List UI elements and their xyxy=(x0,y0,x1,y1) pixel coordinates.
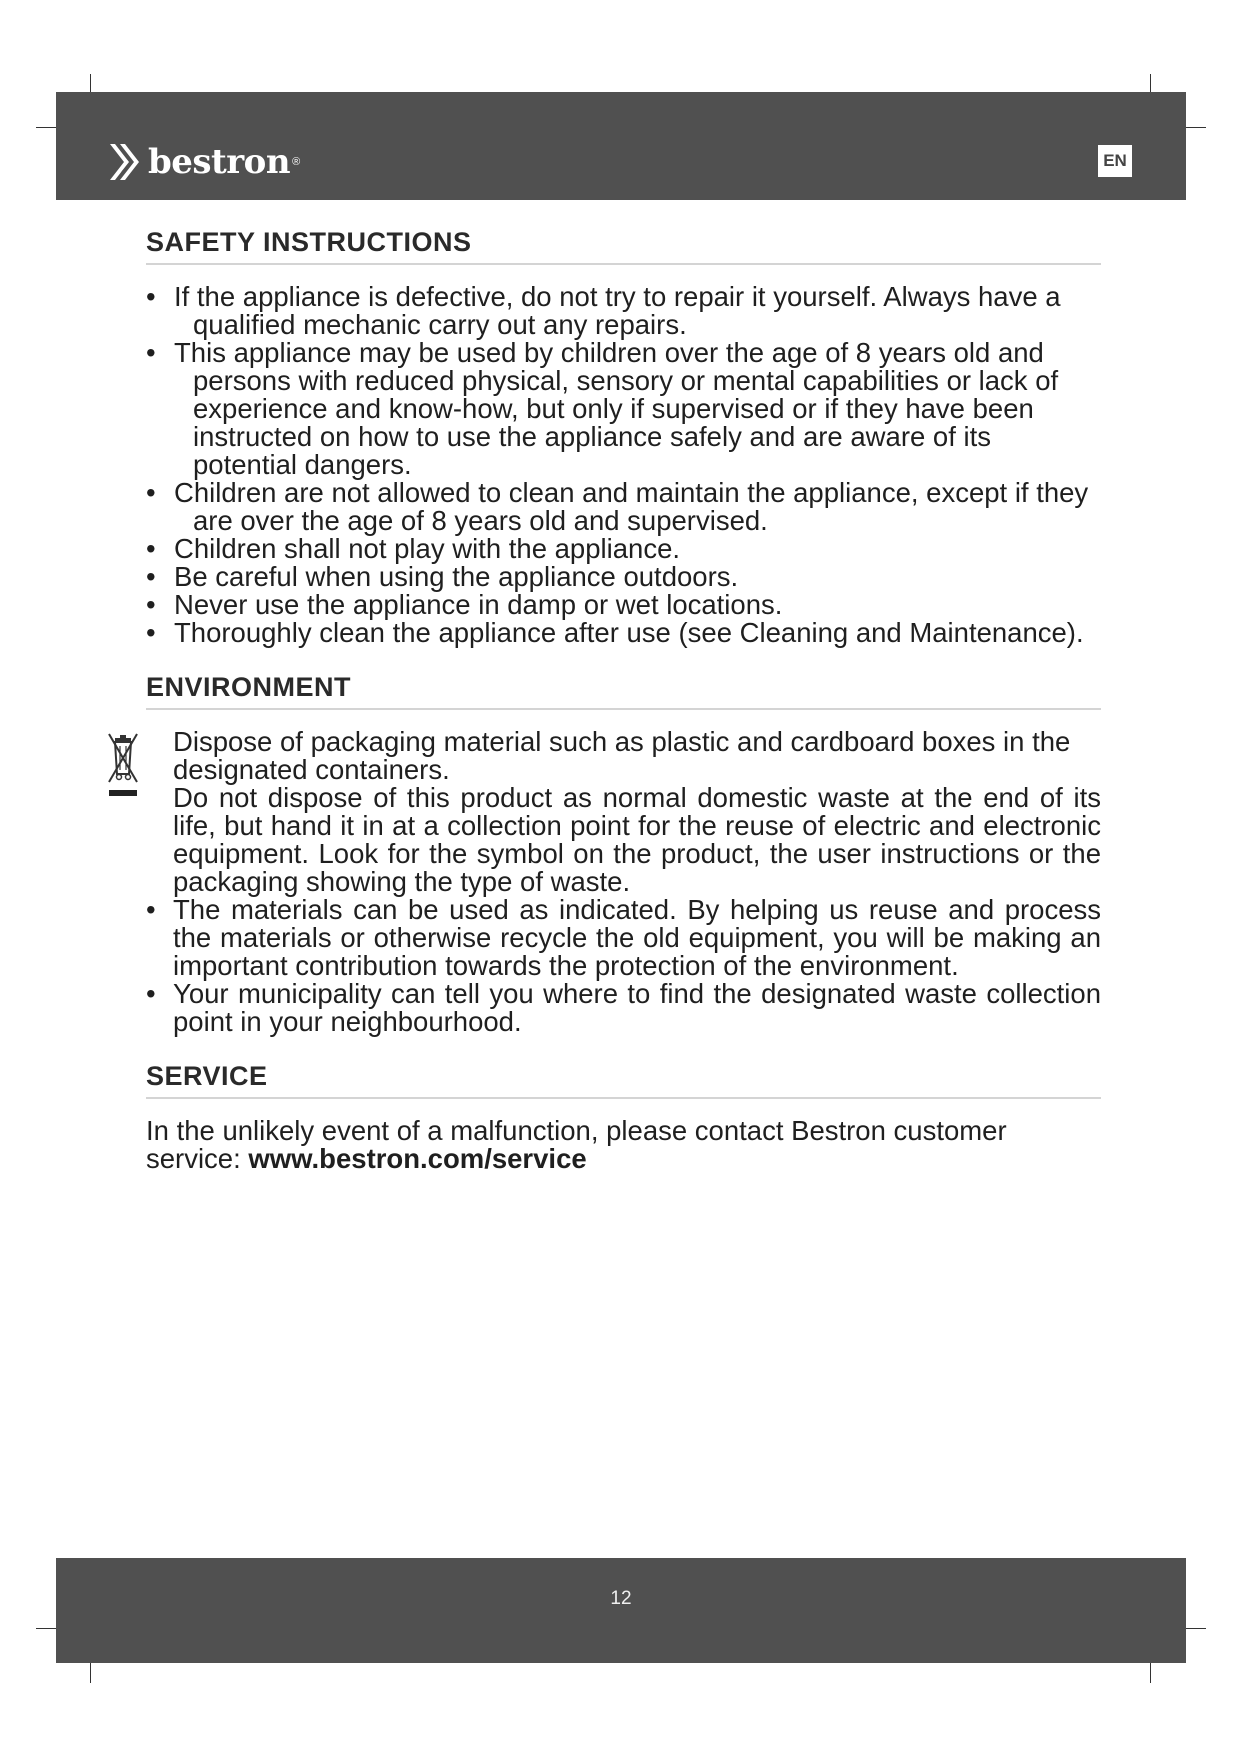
list-item: • Your municipality can tell you where to find the designated waste collection point in your neighbourhood. xyxy=(146,978,1101,1037)
environment-body xyxy=(146,728,1101,1036)
header-bar xyxy=(56,92,1186,200)
list-item: • Thoroughly clean the appliance after use (see Cleaning and Maintenance). xyxy=(146,617,1084,648)
page-content xyxy=(146,228,1101,1199)
list-item: • Never use the appliance in damp or wet locations. xyxy=(146,589,783,620)
safety-section xyxy=(146,228,1101,647)
environment-section xyxy=(146,673,1101,1036)
weee-bin-icon xyxy=(108,732,138,798)
list-item: • This appliance may be used by children over the age of 8 years old and persons with reduced physical, sensory or mental capabilities or lack of experience and know-how, but only if supervised or if they have been instructed on how to use the appliance safely and are aware of its potential dangers. xyxy=(146,337,1059,480)
environment-intro-1: Dispose of packaging material such as plastic and cardboard boxes in the designated containers. xyxy=(173,726,1071,785)
environment-list xyxy=(146,896,1101,1036)
safety-title: SAFETY INSTRUCTIONS xyxy=(146,228,1101,265)
environment-intro-2: Do not dispose of this product as normal domestic waste at the end of its life, but hand it in at a collection point for the reuse of electric and electronic equipment. Look for the symbol on the product, the user instructions or the packaging showing the type of waste. xyxy=(173,782,1101,897)
registered-mark: ® xyxy=(292,156,301,168)
language-badge: EN xyxy=(1098,145,1132,177)
service-link[interactable]: www.bestron.com/service xyxy=(248,1143,587,1174)
footer-bar xyxy=(56,1558,1186,1663)
service-section xyxy=(146,1062,1101,1173)
list-item: • Be careful when using the appliance outdoors. xyxy=(146,561,739,592)
list-item: • Children shall not play with the appliance. xyxy=(146,533,680,564)
brand-name: bestron xyxy=(148,142,291,182)
page-number: 12 xyxy=(610,1588,632,1609)
list-item: • The materials can be used as indicated. By helping us reuse and process the materials or otherwise recycle the old equipment, you will be making an important contribution towards the protection of the environment. xyxy=(146,894,1101,981)
logo-chevrons-icon xyxy=(108,142,144,182)
safety-list xyxy=(146,283,1101,647)
environment-title: ENVIRONMENT xyxy=(146,673,1101,710)
service-text: In the unlikely event of a malfunction, please contact Bestron customer service: www.bestron.com/service xyxy=(146,1115,1007,1174)
list-item: • Children are not allowed to clean and maintain the appliance, except if they are over the age of 8 years old and supervised. xyxy=(146,477,1089,536)
service-title: SERVICE xyxy=(146,1062,1101,1099)
brand-logo xyxy=(108,140,300,184)
list-item: • If the appliance is defective, do not try to repair it yourself. Always have a qualified mechanic carry out any repairs. xyxy=(146,281,1061,340)
